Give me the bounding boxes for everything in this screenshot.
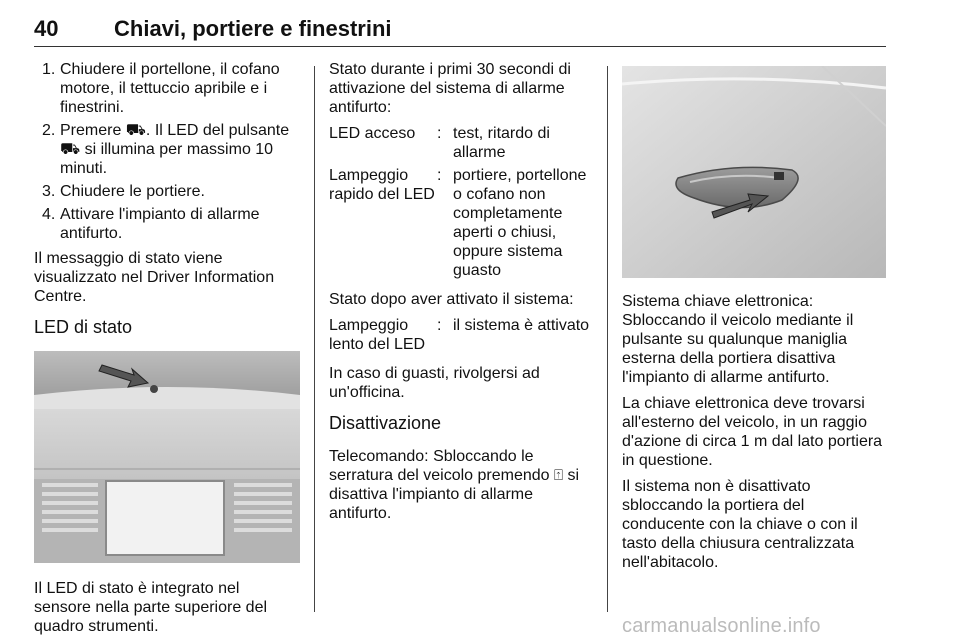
list-item — [329, 316, 594, 354]
handle-button-icon — [774, 172, 784, 180]
led-caption: Il LED di stato è integrato nel sensore nella parte superiore del quadro strumenti. — [34, 580, 268, 635]
list-item — [34, 205, 300, 243]
status-description: test, ritardo di allarme — [453, 125, 550, 161]
step-text: Chiudere le portiere. — [60, 183, 205, 200]
page-header — [34, 0, 886, 48]
deactivation-heading: Disattivazione — [329, 413, 442, 433]
step-number: 2. — [42, 122, 56, 139]
door-handle-illustration — [622, 66, 886, 278]
status-term: LED acceso — [329, 125, 416, 142]
step-text: Chiudere il portellone, il cofano motore, il tettuccio apribile e i finestrini. — [60, 61, 280, 116]
led-heading: LED di stato — [34, 317, 133, 337]
status-term: Lampeggio rapido del LED — [329, 167, 435, 203]
remote-deactivation-text — [329, 447, 594, 523]
step-number: 1. — [42, 61, 56, 78]
column-1 — [34, 60, 300, 643]
column-3 — [622, 66, 886, 579]
page-number: 40 — [34, 16, 59, 41]
dashboard-illustration — [34, 351, 300, 563]
column-divider — [314, 66, 315, 612]
separator: : — [437, 125, 442, 142]
separator: : — [437, 317, 442, 334]
status-description: il sistema è attivato — [453, 317, 590, 334]
remote-text-after: si disattiva l'impianto di allarme antifurto. — [329, 467, 580, 522]
keyless-text: Sistema chiave elettronica: Sbloccando il veicolo mediante il pulsante su qualunque maniglia esterna della portiera disattiva l'impianto di allarme antifurto. — [622, 293, 854, 386]
initial-status-list — [329, 124, 594, 280]
fault-text: In caso di guasti, rivolgersi ad un'officina. — [329, 365, 540, 401]
step-number: 3. — [42, 183, 56, 200]
status-term: Lampeggio lento del LED — [329, 317, 426, 353]
list-item — [329, 166, 594, 280]
initial-status-intro: Stato durante i primi 30 secondi di attivazione del sistema di allarme antifurto: — [329, 61, 571, 116]
after-activation-intro: Stato dopo aver attivato il sistema: — [329, 291, 574, 308]
page-title: Chiavi, portiere e finestrini — [114, 16, 392, 41]
step-text: Premere ⛟. Il LED del pulsante ⛟ si illumina per massimo 10 minuti. — [60, 122, 290, 177]
list-item — [34, 121, 300, 178]
steps-list — [34, 60, 300, 243]
unlock-icon: ⍐ — [554, 467, 564, 484]
status-description: portiere, portellone o cofano non completamente aperti o chiusi, oppure sistema guasto — [453, 167, 587, 279]
column-divider — [607, 66, 608, 612]
step-number: 4. — [42, 206, 56, 223]
remote-text-before: Telecomando: Sbloccando le serratura del veicolo premendo — [329, 448, 550, 484]
list-item — [329, 124, 594, 162]
after-activation-list — [329, 316, 594, 354]
key-range-text: La chiave elettronica deve trovarsi all'esterno del veicolo, in un raggio d'azione di circa 1 m dal lato portiera in questione. — [622, 395, 883, 469]
list-item — [34, 182, 300, 201]
list-item — [34, 60, 300, 117]
step-text: Attivare l'impianto di allarme antifurto. — [60, 206, 260, 242]
header-rule — [34, 46, 886, 47]
not-deactivated-text: Il sistema non è disattivato sbloccando la portiera del conducente con la chiave o con il tasto della chiusura centralizzata nell'abitacolo. — [622, 478, 858, 571]
separator: : — [437, 167, 442, 184]
column-2 — [329, 60, 594, 530]
status-message-text: Il messaggio di stato viene visualizzato nel Driver Information Centre. — [34, 250, 275, 305]
status-led-icon — [150, 385, 158, 393]
watermark: carmanualsonline.info — [622, 615, 821, 637]
